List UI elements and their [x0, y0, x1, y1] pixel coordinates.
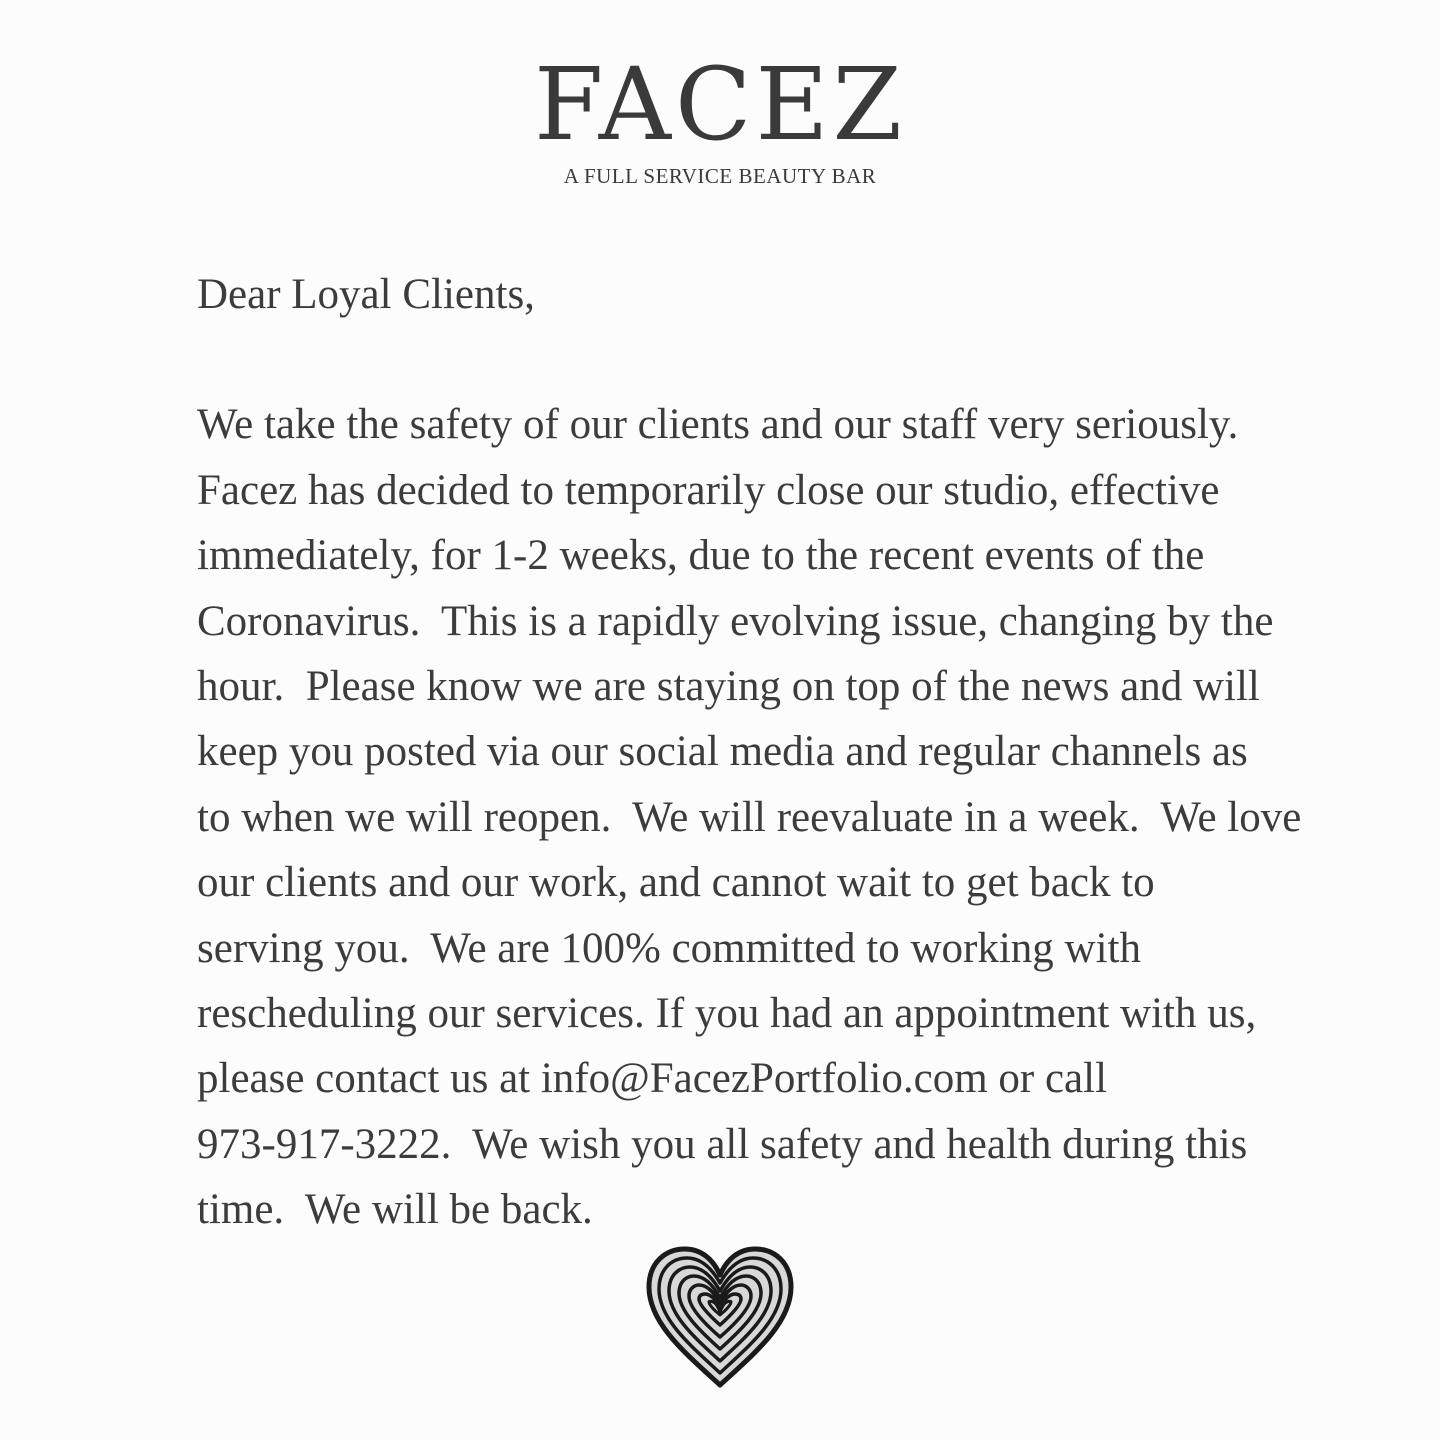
letter-line: hour. Please know we are staying on top of the news and will: [197, 663, 1260, 711]
letter-line: We take the safety of our clients and our staff very seriously.: [197, 401, 1239, 449]
letter-line: to when we will reopen. We will reevaluate in a week. We love: [197, 793, 1302, 841]
brand-header: [0, 46, 1440, 189]
letter-line: our clients and our work, and cannot wait to get back to: [197, 859, 1155, 907]
letter-line: Coronavirus. This is a rapidly evolving issue, changing by the: [197, 597, 1274, 645]
letter-line: keep you posted via our social media and regular channels as: [197, 728, 1248, 776]
brand-logo-text: FACEZ: [534, 46, 906, 163]
letter-body: [197, 262, 1307, 1243]
letter-line: please contact us at info@FacezPortfolio.com or call: [197, 1055, 1108, 1103]
letter-line: serving you. We are 100% committed to working with: [197, 924, 1141, 972]
concentric-heart-icon: [645, 1245, 795, 1391]
letter-line: 973-917-3222. We wish you all safety and health during this: [197, 1120, 1248, 1168]
letter-line: immediately, for 1-2 weeks, due to the recent events of the: [197, 532, 1205, 580]
letter-line: rescheduling our services. If you had an appointment with us,: [197, 990, 1257, 1038]
brand-tagline: A FULL SERVICE BEAUTY BAR: [563, 164, 877, 188]
letter-line: Facez has decided to temporarily close our studio, effective: [197, 466, 1220, 514]
letter-greeting: Dear Loyal Clients,: [197, 271, 535, 318]
letter-line: time. We will be back.: [197, 1186, 593, 1234]
letter-paragraph: [197, 392, 1307, 1242]
